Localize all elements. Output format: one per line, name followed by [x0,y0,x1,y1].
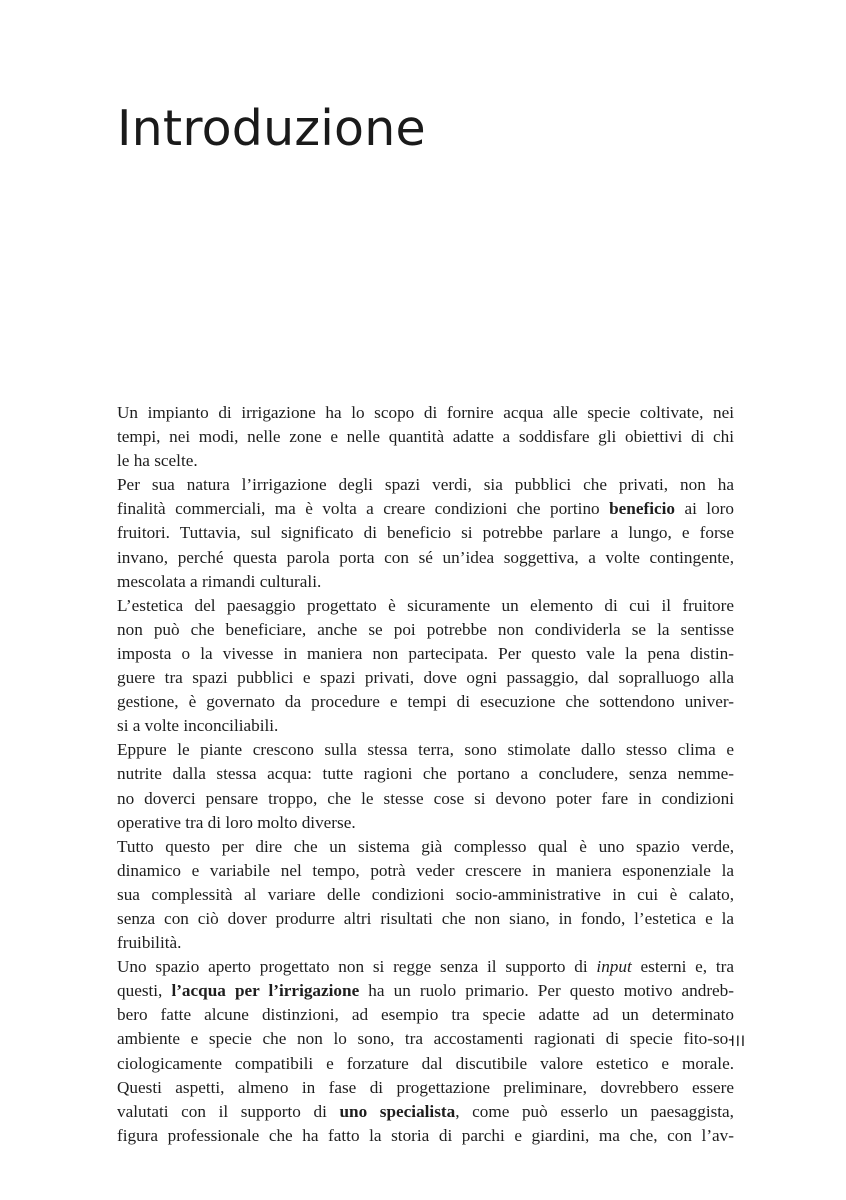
bold-phrase: beneficio [609,499,675,519]
line-text: Eppure le piante crescono sulla stessa terra, sono stimolate dallo stesso clima e [117,740,734,760]
bold-phrase: uno specialista [339,1101,456,1121]
text-line [117,931,734,955]
text-line [117,594,734,618]
line-text: Tutto questo per dire che un sistema già complesso qual è uno spazio verde, [117,836,734,856]
line-text: no doverci pensare troppo, che le stesse cose si devono poter fare in condizioni [117,788,734,808]
text-line [117,979,734,1003]
text-line [117,714,734,738]
line-text: ha un ruolo primario. Per questo motivo andreb- [359,981,734,1001]
line-text: senza con ciò dover produrre altri risultati che non siano, in fondo, l’estetica e la [117,908,734,928]
text-line [117,425,734,449]
line-text: finalità commerciali, ma è volta a creare condizioni che portino [117,499,610,519]
line-text: esterni e, tra [631,957,734,977]
line-text: tempi, nei modi, nelle zone e nelle quantità adatte a soddisfare gli obiettivi di chi [117,427,734,447]
line-text: gestione, è governato da procedure e tempi di esecuzione che sottendono univer- [117,692,734,712]
line-text: Uno spazio aperto progettato non si regge senza il supporto di [117,957,597,977]
text-line [117,1003,734,1027]
text-line [117,787,734,811]
line-text: mescolata a rimandi culturali. [117,571,322,591]
line-text: imposta o la vivesse in maniera non partecipata. Per questo vale la pena distin- [117,643,734,663]
line-text: bero fatte alcune distinzioni, ad esempio tra specie adatte ad un determinato [117,1005,734,1025]
text-line [117,449,734,473]
line-text: non può che beneficiare, anche se poi potrebbe non condividerla se la sentisse [117,619,734,639]
text-line [117,642,734,666]
text-line [117,1052,734,1076]
line-text: , come può esserlo un paesaggista, [455,1101,734,1121]
line-text: fruitori. Tuttavia, sul significato di beneficio si potrebbe parlare a lungo, e forse [117,523,734,543]
line-text: ciologicamente compatibili e forzature dal discutibile valore estetico e morale. [117,1053,734,1073]
text-line [117,497,734,521]
line-text: fruibilità. [117,933,182,953]
text-line [117,546,734,570]
line-text: L’estetica del paesaggio progettato è sicuramente un elemento di cui il fruitore [117,595,734,615]
text-line [117,1124,734,1148]
text-line [117,521,734,545]
text-line [117,570,734,594]
body-text [117,401,734,1148]
text-line [117,1100,734,1124]
text-line [117,618,734,642]
text-line [117,1027,734,1051]
line-text: dinamico e variabile nel tempo, potrà veder crescere in maniera esponenziale la [117,860,734,880]
line-text: figura professionale che ha fatto la storia di parchi e giardini, ma che, con l’av- [117,1125,734,1145]
line-text: ai loro [674,499,734,519]
page-number: III [730,1034,746,1050]
line-text: si a volte inconciliabili. [117,716,279,736]
line-text: Un impianto di irrigazione ha lo scopo di fornire acqua alle specie coltivate, nei [117,403,734,422]
line-text: le ha scelte. [117,451,198,471]
line-text: questi, [117,981,172,1001]
line-text: invano, perché questa parola porta con sé un’idea soggettiva, a volte contingente, [117,547,734,567]
text-line [117,762,734,786]
text-line [117,473,734,497]
line-text: operative tra di loro molto diverse. [117,812,356,832]
text-line [117,955,734,979]
line-text: Questi aspetti, almeno in fase di progettazione preliminare, dovrebbero essere [117,1077,734,1097]
text-line [117,883,734,907]
text-line [117,811,734,835]
text-line [117,666,734,690]
text-line [117,690,734,714]
text-line [117,401,734,425]
text-line [117,907,734,931]
line-text: ambiente e specie che non lo sono, tra accostamenti ragionati di specie fito-so- [117,1029,734,1049]
line-text: guere tra spazi pubblici e spazi privati, dove ogni passaggio, dal sopralluogo alla [117,668,734,688]
text-line [117,1076,734,1100]
text-line [117,835,734,859]
chapter-title: Introduzione [117,100,426,157]
line-text: Per sua natura l’irrigazione degli spazi verdi, sia pubblici che privati, non ha [117,475,734,495]
line-text: nutrite dalla stessa acqua: tutte ragioni che portano a concludere, senza nemme- [117,764,734,784]
line-text: valutati con il supporto di [117,1101,340,1121]
italic-phrase: input [596,957,632,977]
line-text: sua complessità al variare delle condizioni socio-amministrative in cui è calato, [117,884,734,904]
text-line [117,859,734,883]
bold-phrase: l’acqua per l’irrigazione [171,981,360,1001]
text-line [117,738,734,762]
